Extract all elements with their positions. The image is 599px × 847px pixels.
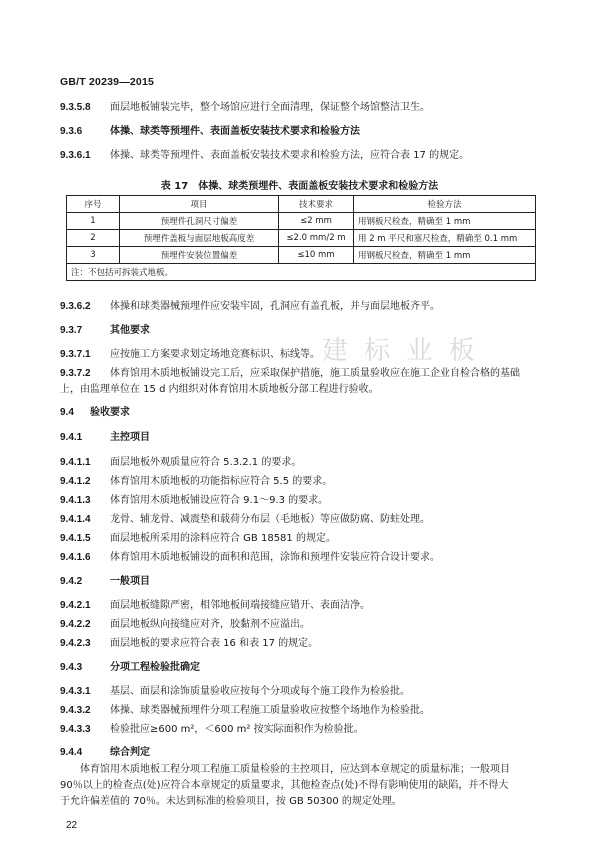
clause-number: 9.4.2.1	[60, 600, 91, 611]
clause-9-4-1-3	[60, 493, 540, 509]
clause-text: 面层地板铺装完毕，整个场馆应进行全面清理，保证整个场馆整洁卫生。	[110, 102, 430, 113]
table-note: 注：不包括可拆装式地板。	[67, 264, 536, 281]
clause-number: 9.3.5.8	[60, 102, 91, 113]
table-cell: ≤2 mm	[279, 213, 354, 230]
clause-9-4-3-3	[60, 722, 540, 738]
heading-9-4	[60, 405, 540, 421]
table-header-row	[67, 196, 536, 213]
clause-9-4-1-4	[60, 512, 540, 528]
heading-number: 9.4.3	[60, 662, 83, 673]
table-cell: 用钢板尺检查，精确至 1 mm	[354, 247, 536, 264]
clause-number: 9.4.3.1	[60, 686, 91, 697]
clause-9-3-6-1	[60, 148, 540, 164]
clause-text: 体操、球类器械预埋件分项工程施工质量验收应按整个场地作为检验批。	[110, 705, 430, 716]
clause-text: 体育馆用木质地板铺设的面积和范围，涂饰和预埋件安装应符合设计要求。	[110, 552, 440, 563]
heading-text: 一般项目	[110, 576, 150, 587]
table-17-title: 表 17 体操、球类预埋件、表面盖板安装技术要求和检验方法	[160, 181, 439, 192]
clause-number: 9.4.3.3	[60, 724, 91, 735]
table-cell: 2	[67, 230, 120, 247]
clause-number: 9.4.1.4	[60, 514, 91, 525]
clause-9-4-1-6	[60, 550, 540, 566]
table-cell: 预埋件盖板与面层地板高度差	[120, 230, 279, 247]
clause-number: 9.4.1.6	[60, 552, 91, 563]
clause-text: 检验批应≥600 m²，＜600 m² 按实际面积作为检验批。	[110, 724, 364, 735]
heading-text: 分项工程检验批确定	[110, 662, 200, 673]
clause-9-3-6-2	[60, 299, 540, 315]
clause-text: 面层地板的要求应符合表 16 和表 17 的规定。	[110, 638, 319, 649]
table-row	[67, 230, 536, 247]
heading-9-4-1	[60, 430, 540, 446]
table-header-cell: 项目	[120, 196, 279, 213]
heading-9-3-6	[60, 124, 540, 140]
heading-number: 9.4.2	[60, 576, 83, 587]
clause-9-3-5-8	[60, 100, 540, 116]
heading-number: 9.3.7	[60, 325, 83, 336]
table-cell: 3	[67, 247, 120, 264]
clause-9-4-3-2	[60, 703, 540, 719]
clause-number: 9.3.6.2	[60, 301, 91, 312]
clause-text: 体操和球类器械预埋件应安装牢固，孔洞应有盖孔板，并与面层地板齐平。	[110, 301, 440, 312]
heading-text: 主控项目	[110, 432, 150, 443]
clause-9-3-7-1	[60, 347, 540, 363]
clause-9-4-1-5	[60, 531, 540, 547]
clause-text: 上，由监理单位在 15 d 内组织对体育馆用木质地板分部工程进行验收。	[60, 384, 379, 395]
table-header-cell: 序号	[67, 196, 120, 213]
clause-9-3-7-2	[60, 366, 540, 382]
heading-text: 体操、球类等预埋件、表面盖板安装技术要求和检验方法	[110, 126, 360, 137]
clause-9-4-1-1	[60, 455, 540, 471]
clause-number: 9.4.1.3	[60, 495, 91, 506]
final-paragraph-line-1: 体育馆用木质地板工程分项工程施工质量检验的主控项目，应达到本章规定的质量标准；一般项目	[80, 764, 510, 775]
heading-9-4-4	[60, 745, 540, 761]
heading-number: 9.4	[60, 407, 74, 418]
clause-text: 基层、面层和涂饰质量验收应按每个分项或每个施工段作为检验批。	[110, 686, 410, 697]
table-cell: ≤10 mm	[279, 247, 354, 264]
clause-text: 面层地板纵向接缝应对齐，胶黏剂不应溢出。	[110, 619, 310, 630]
clause-text: 体育馆用木质地板铺设完工后，应采取保护措施，施工质量验收应在施工企业自检合格的基础	[110, 368, 520, 379]
heading-text: 验收要求	[90, 407, 130, 418]
clause-text: 面层地板缝隙严密，相邻地板间端接缝应错开、表面洁净。	[110, 600, 370, 611]
clause-number: 9.3.7.1	[60, 349, 91, 360]
clause-9-4-3-1	[60, 684, 540, 700]
table-cell: 预埋件孔洞尺寸偏差	[120, 213, 279, 230]
table-row	[67, 213, 536, 230]
table-cell: ≤2.0 mm/2 m	[279, 230, 354, 247]
clause-9-4-2-3	[60, 636, 540, 652]
standard-id: GB/T 20239—2015	[60, 76, 155, 88]
clause-text: 体操、球类等预埋件、表面盖板安装技术要求和检验方法，应符合表 17 的规定。	[110, 150, 470, 161]
clause-number: 9.4.1.2	[60, 476, 91, 487]
clause-number: 9.4.1.5	[60, 533, 91, 544]
heading-number: 9.3.6	[60, 126, 83, 137]
heading-number: 9.4.4	[60, 747, 83, 758]
table-row	[67, 247, 536, 264]
clause-text: 体育馆用木质地板的功能指标应符合 5.5 的要求。	[110, 476, 333, 487]
heading-text: 综合判定	[110, 747, 150, 758]
heading-text: 其他要求	[110, 325, 150, 336]
page-number: 22	[66, 820, 78, 831]
heading-number: 9.4.1	[60, 432, 83, 443]
table-cell: 用钢板尺检查，精确至 1 mm	[354, 213, 536, 230]
clause-text: 应按施工方案要求划定场地竞赛标识、标线等。	[110, 349, 320, 360]
clause-number: 9.4.2.2	[60, 619, 91, 630]
clause-number: 9.4.2.3	[60, 638, 91, 649]
clause-text: 龙骨、辅龙骨、减震垫和载荷分布层（毛地板）等应做防腐、防蛀处理。	[110, 514, 430, 525]
clause-text: 体育馆用木质地板铺设应符合 9.1～9.3 的要求。	[110, 495, 329, 506]
clause-text: 面层地板外观质量应符合 5.3.2.1 的要求。	[110, 457, 302, 468]
clause-text: 面层地板所采用的涂料应符合 GB 18581 的规定。	[110, 533, 336, 544]
table-17	[66, 195, 536, 281]
table-header-cell: 检验方法	[354, 196, 536, 213]
heading-9-4-2	[60, 574, 540, 590]
watermark: 建 标 业 板	[322, 336, 479, 366]
table-cell: 1	[67, 213, 120, 230]
table-cell: 预埋件安装位置偏差	[120, 247, 279, 264]
clause-9-3-7-2-cont	[60, 382, 540, 398]
heading-9-3-7	[60, 323, 540, 339]
clause-9-4-2-2	[60, 617, 540, 633]
heading-9-4-3	[60, 660, 540, 676]
clause-number: 9.3.7.2	[60, 368, 91, 379]
clause-number: 9.4.3.2	[60, 705, 91, 716]
clause-9-4-2-1	[60, 598, 540, 614]
final-paragraph-line-2: 90％以上的检查点(处)应符合本章规定的质量要求，其他检查点(处)不得有影响使用的缺陷，并不得大	[60, 780, 509, 791]
final-paragraph-line-3: 于允许偏差值的 70％。未达到标准的检验项目，按 GB 50300 的规定处理。	[60, 796, 402, 807]
clause-number: 9.4.1.1	[60, 457, 91, 468]
clause-number: 9.3.6.1	[60, 150, 91, 161]
clause-9-4-1-2	[60, 474, 540, 490]
table-header-cell: 技术要求	[279, 196, 354, 213]
table-note-row	[67, 264, 536, 281]
table-cell: 用 2 m 平尺和塞尺检查，精确至 0.1 mm	[354, 230, 536, 247]
